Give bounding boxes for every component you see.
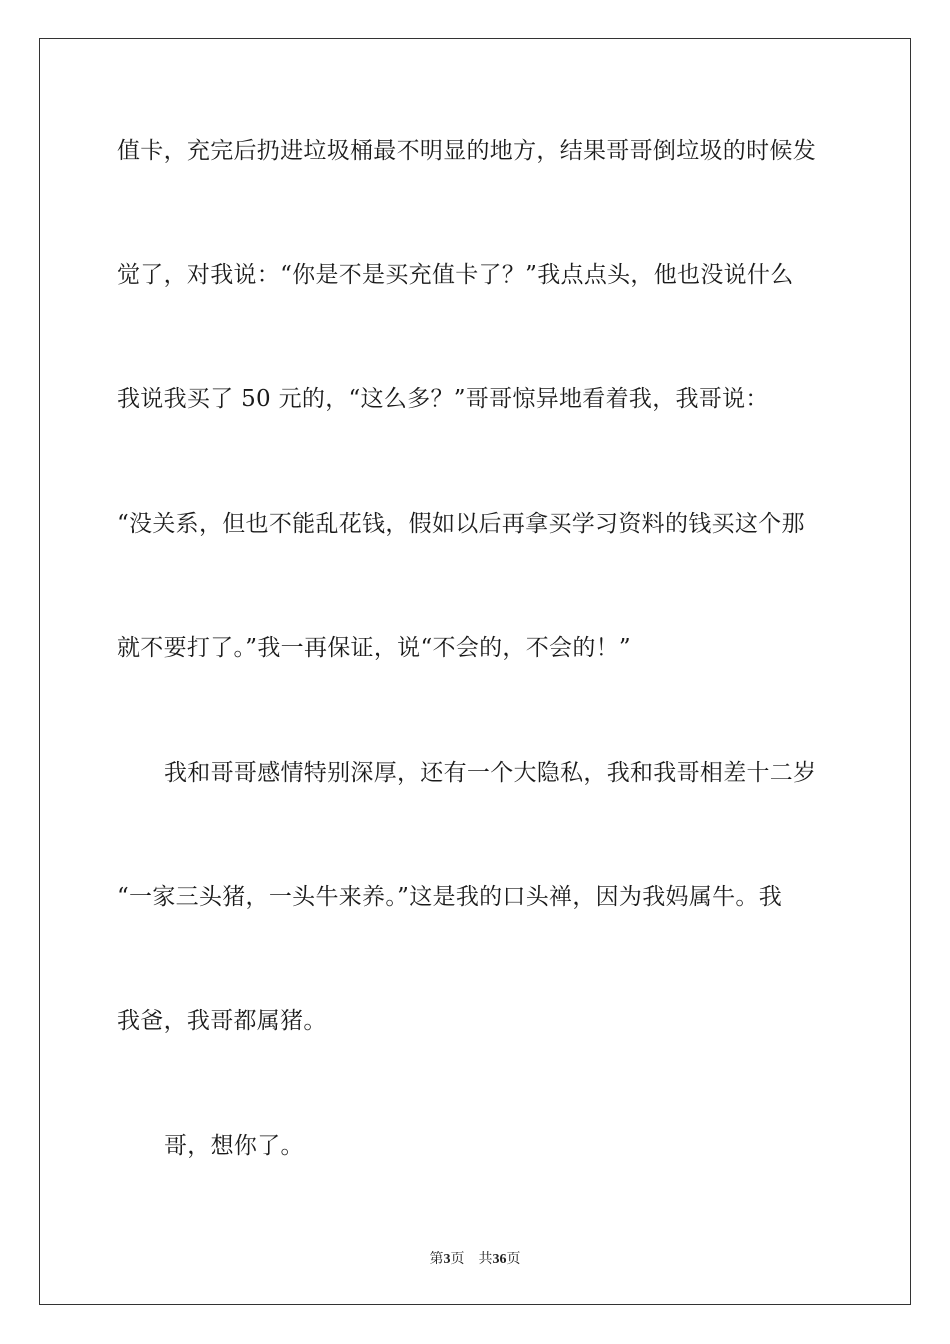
text-line-6: 我和哥哥感情特别深厚，还有一个大隐私，我和我哥相差十二岁: [164, 760, 817, 786]
text-line-1: 值卡，充完后扔进垃圾桶最不明显的地方，结果哥哥倒垃圾的时候发: [117, 138, 816, 164]
footer-page-current: 3: [443, 1252, 451, 1267]
footer-page-total: 36: [492, 1252, 507, 1267]
footer-total-prefix: 共: [478, 1252, 493, 1267]
text-line-3: 我说我买了 50 元的，“这么多？”哥哥惊异地看着我，我哥说：: [117, 386, 769, 412]
footer-page-prefix: 第: [429, 1252, 444, 1267]
text-line-7: “一家三头猪，一头牛来养。”这是我的口头禅，因为我妈属牛。我: [117, 884, 783, 910]
text-line-4: “没关系，但也不能乱花钱，假如以后再拿买学习资料的钱买这个那: [117, 511, 805, 537]
text-line-9: 哥，想你了。: [164, 1133, 304, 1159]
page-border: [39, 38, 911, 1305]
footer-total-suffix: 页: [506, 1252, 521, 1267]
footer-page-suffix: 页: [450, 1252, 465, 1267]
text-line-5: 就不要打了。”我一再保证，说“不会的，不会的！”: [117, 635, 631, 661]
text-line-2: 觉了，对我说：“你是不是买充值卡了？”我点点头，他也没说什么: [117, 262, 794, 288]
page-footer: [0, 1248, 950, 1268]
text-line-8: 我爸，我哥都属猪。: [117, 1008, 327, 1034]
